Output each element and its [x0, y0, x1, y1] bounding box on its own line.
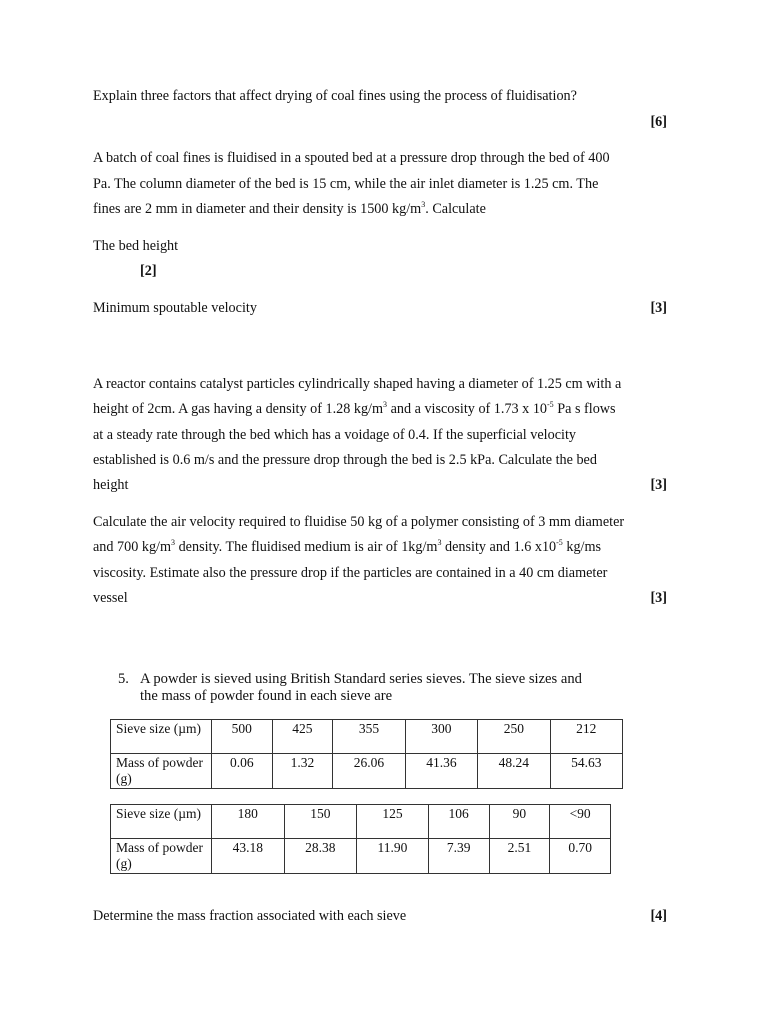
table-cell: 11.90 — [357, 839, 429, 874]
table-cell: 180 — [212, 805, 285, 839]
row-label-mass: Mass of powder (g) — [111, 839, 212, 874]
table-cell: 41.36 — [405, 754, 477, 789]
q4-marks: [3] — [650, 590, 667, 606]
table-cell: 90 — [489, 805, 550, 839]
q1-text: Explain three factors that affect drying of coal fines using the process of fluidisation? — [93, 88, 577, 104]
table-row — [111, 839, 611, 874]
table-cell: 106 — [428, 805, 489, 839]
q3-line4: established is 0.6 m/s and the pressure drop through the bed is 2.5 kPa. Calculate the bed — [93, 452, 597, 468]
table-cell: 43.18 — [212, 839, 285, 874]
q2-part-a: The bed height — [93, 238, 179, 254]
q4-line4: vessel — [93, 590, 128, 606]
row-label-mass: Mass of powder (g) — [111, 754, 212, 789]
q5-intro — [118, 671, 582, 705]
sieve-table-1 — [110, 719, 623, 789]
q3-line3: at a steady rate through the bed which has a voidage of 0.4. If the superficial velocity — [93, 427, 576, 443]
q2-part-a-marks: [2] — [140, 263, 157, 279]
table-cell: 425 — [272, 720, 333, 754]
table-cell: 300 — [405, 720, 477, 754]
table-cell: 500 — [212, 720, 273, 754]
q3-marks: [3] — [650, 477, 667, 493]
table-cell: 54.63 — [550, 754, 622, 789]
table-cell: <90 — [550, 805, 611, 839]
q5-marks: [4] — [650, 908, 667, 924]
table-cell: 355 — [333, 720, 405, 754]
table-cell: 212 — [550, 720, 622, 754]
table-cell: 2.51 — [489, 839, 550, 874]
table-row — [111, 754, 623, 789]
q5-intro-line2: the mass of powder found in each sieve are — [140, 688, 393, 704]
table-cell: 28.38 — [284, 839, 357, 874]
q5-number: 5. — [118, 671, 129, 687]
q2-part-b-marks: [3] — [650, 300, 667, 316]
table-row — [111, 805, 611, 839]
q3-line2: height of 2cm. A gas having a density of 1.28 $kg/m^3$ and a viscosity of 1.73 x $10^{-5}$ Pa s flows — [93, 400, 616, 417]
q2-line3: fines are 2 mm in diameter and their density is 1500 $kg/m^3$. Calculate — [93, 200, 486, 217]
q4-line3: viscosity. Estimate also the pressure drop if the particles are contained in a 40 cm diameter — [93, 565, 608, 581]
table-cell: 48.24 — [478, 754, 550, 789]
row-label-sieve-size: Sieve size (µm) — [111, 720, 212, 754]
table-row — [111, 720, 623, 754]
q5-intro-line1: A powder is sieved using British Standard series sieves. The sieve sizes and — [140, 671, 582, 687]
q5-question: Determine the mass fraction associated with each sieve — [93, 908, 407, 924]
table-cell: 0.70 — [550, 839, 611, 874]
table-cell: 150 — [284, 805, 357, 839]
row-label-sieve-size: Sieve size (µm) — [111, 805, 212, 839]
q4-line2: and 700 $kg/m^3$ density. The fluidised medium is air of $1kg/m^3$ density and 1.6 $x10^{-5}$ kg/ms — [93, 538, 602, 555]
q1-marks: [6] — [650, 114, 667, 130]
q2-part-b: Minimum spoutable velocity — [93, 300, 257, 316]
table-cell: 250 — [478, 720, 550, 754]
sieve-table-2 — [110, 804, 611, 874]
q3-line5: height — [93, 477, 129, 493]
table-cell: 1.32 — [272, 754, 333, 789]
table-cell: 26.06 — [333, 754, 405, 789]
q4-line1: Calculate the air velocity required to fluidise 50 kg of a polymer consisting of 3 mm diameter — [93, 514, 625, 530]
table-cell: 0.06 — [212, 754, 273, 789]
q2-line2: Pa. The column diameter of the bed is 15 cm, while the air inlet diameter is 1.25 cm. The — [93, 176, 599, 192]
q2-line1: A batch of coal fines is fluidised in a spouted bed at a pressure drop through the bed of 400 — [93, 150, 610, 166]
table-cell: 7.39 — [428, 839, 489, 874]
q3-line1: A reactor contains catalyst particles cylindrically shaped having a diameter of 1.25 cm with a — [93, 376, 622, 392]
table-cell: 125 — [357, 805, 429, 839]
